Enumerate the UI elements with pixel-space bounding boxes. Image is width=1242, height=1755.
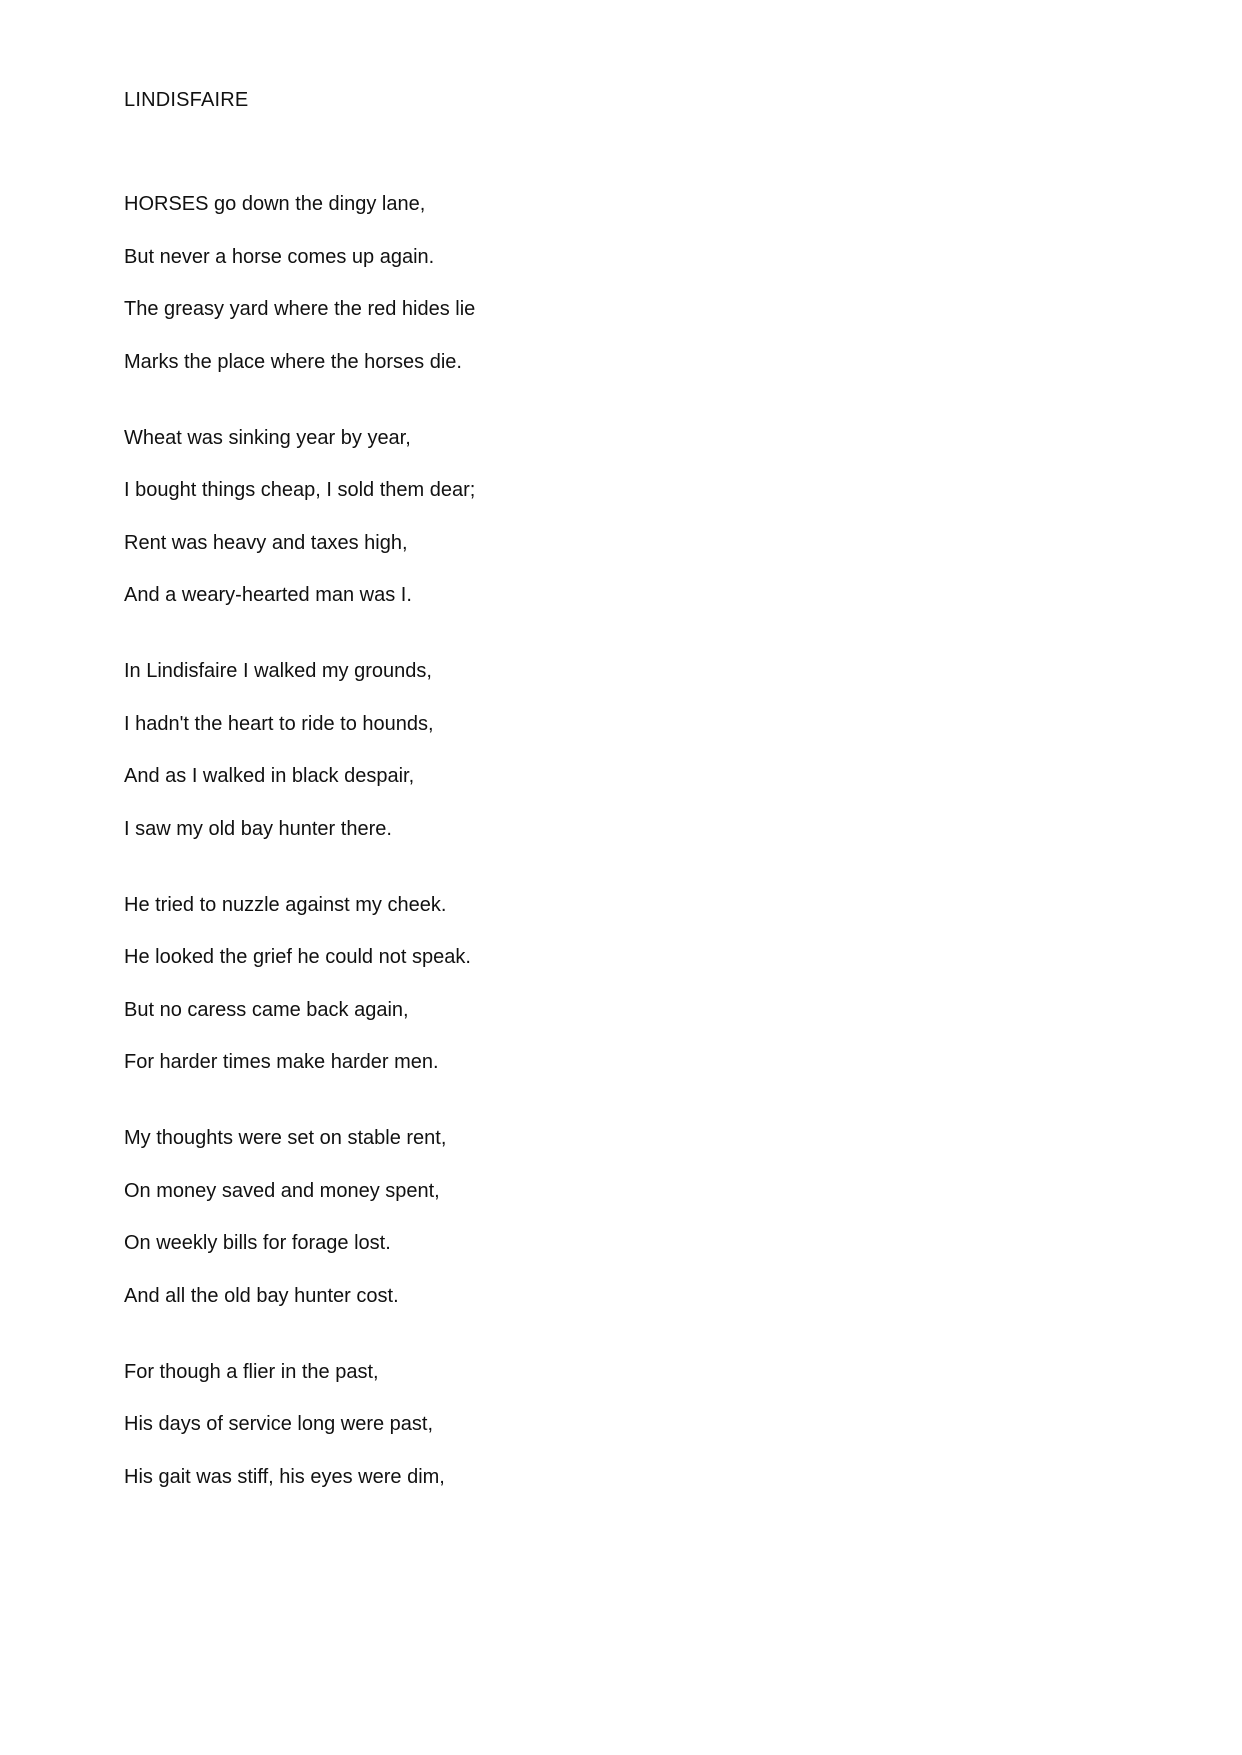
stanza-1 (124, 192, 1024, 374)
poem-line: For harder times make harder men. (124, 1051, 439, 1073)
poem-line: For though a flier in the past, (124, 1360, 379, 1383)
stanza-6 (124, 1360, 1024, 1489)
poem-line: His gait was stiff, his eyes were dim, (124, 1465, 445, 1488)
stanza-3 (124, 659, 1024, 841)
poem-line: I hadn't the heart to ride to hounds, (124, 712, 434, 735)
poem-line: My thoughts were set on stable rent, (124, 1127, 447, 1149)
poem-body (124, 192, 1024, 1541)
poem-line: He looked the grief he could not speak. (124, 946, 471, 968)
poem-line: But no caress came back again, (124, 998, 409, 1021)
poem-title: LINDISFAIRE (124, 89, 249, 111)
poem-line: On weekly bills for forage lost. (124, 1232, 391, 1254)
poem-line: HORSES go down the dingy lane, (124, 193, 426, 215)
poem-line: He tried to nuzzle against my cheek. (124, 893, 447, 916)
poem-line: Marks the place where the horses die. (124, 350, 462, 373)
poem-line: On money saved and money spent, (124, 1179, 440, 1202)
stanza-2 (124, 426, 1024, 608)
poem-line: But never a horse comes up again. (124, 245, 435, 268)
poem-line: Rent was heavy and taxes high, (124, 531, 408, 554)
stanza-4 (124, 893, 1024, 1075)
poem-line: And all the old bay hunter cost. (124, 1284, 399, 1307)
poem-line: And a weary-hearted man was I. (124, 584, 412, 606)
poem-line: The greasy yard where the red hides lie (124, 298, 476, 320)
poem-line: His days of service long were past, (124, 1413, 434, 1435)
stanza-5 (124, 1126, 1024, 1308)
poem-line: I saw my old bay hunter there. (124, 817, 392, 840)
poem-line: Wheat was sinking year by year, (124, 426, 411, 449)
poem-line: I bought things cheap, I sold them dear; (124, 479, 476, 501)
poem-line: In Lindisfaire I walked my grounds, (124, 660, 432, 682)
poem-line: And as I walked in black despair, (124, 765, 415, 787)
